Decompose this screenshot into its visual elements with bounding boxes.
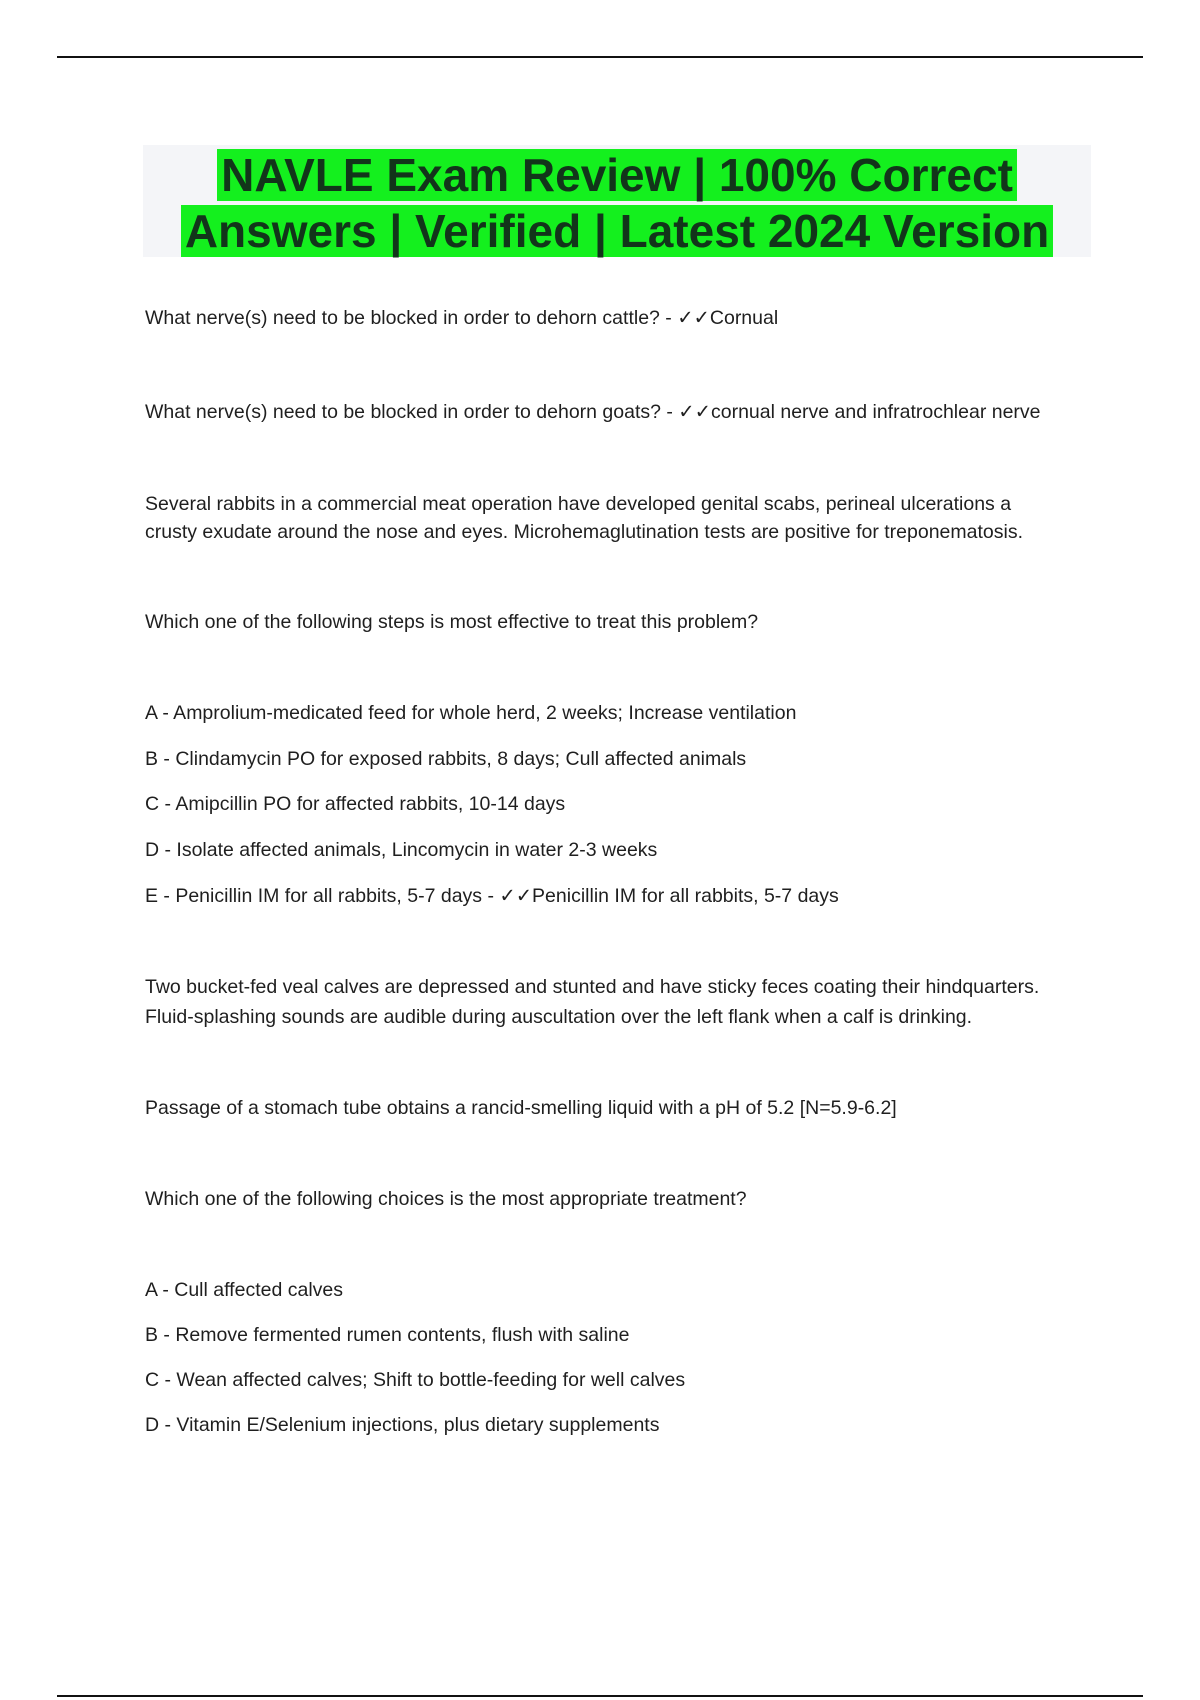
- question-calves-finding: Passage of a stomach tube obtains a rancid-smelling liquid with a pH of 5.2 [N=5.9-6.2]: [145, 1097, 897, 1119]
- footer-rule: [57, 1695, 1143, 1697]
- answer-option-c: C - Wean affected calves; Shift to bottle-feeding for well calves: [145, 1369, 686, 1391]
- question-goat-dehorn: What nerve(s) need to be blocked in order to dehorn goats? - ✓✓cornual nerve and infratrochlear nerve: [145, 401, 1041, 423]
- answer-option-e: E - Penicillin IM for all rabbits, 5-7 days - ✓✓Penicillin IM for all rabbits, 5-7 days: [145, 885, 839, 907]
- answer-option-d: D - Isolate affected animals, Lincomycin in water 2-3 weeks: [145, 839, 658, 861]
- answer-option-a: A - Amprolium-medicated feed for whole herd, 2 weeks; Increase ventilation: [145, 702, 797, 724]
- title-block: [143, 145, 1091, 257]
- document-title: [143, 145, 1091, 259]
- header-rule: [57, 56, 1143, 58]
- answer-option-a: A - Cull affected calves: [145, 1279, 343, 1301]
- answer-option-d: D - Vitamin E/Selenium injections, plus dietary supplements: [145, 1414, 660, 1436]
- question-rabbit-stem-line-2: crusty exudate around the nose and eyes. Microhemaglutination tests are positive for treponematosis.: [145, 521, 1023, 543]
- answer-option-b: B - Clindamycin PO for exposed rabbits, 8 days; Cull affected animals: [145, 748, 747, 770]
- question-cattle-dehorn: What nerve(s) need to be blocked in order to dehorn cattle? - ✓✓Cornual: [145, 307, 779, 329]
- question-rabbit-prompt: Which one of the following steps is most effective to treat this problem?: [145, 611, 759, 633]
- question-rabbit-stem-line-1: Several rabbits in a commercial meat operation have developed genital scabs, perineal ulcerations a: [145, 493, 1012, 515]
- question-calves-prompt: Which one of the following choices is the most appropriate treatment?: [145, 1188, 747, 1210]
- answer-option-c: C - Amipcillin PO for affected rabbits, 10-14 days: [145, 793, 566, 815]
- title-line-2: Answers | Verified | Latest 2024 Version: [181, 205, 1053, 257]
- answer-option-b: B - Remove fermented rumen contents, flush with saline: [145, 1324, 630, 1346]
- question-calves-stem-line-2: Fluid-splashing sounds are audible during auscultation over the left flank when a calf is drinking.: [145, 1006, 973, 1028]
- title-line-1: NAVLE Exam Review | 100% Correct: [217, 149, 1017, 201]
- question-calves-stem-line-1: Two bucket-fed veal calves are depressed and stunted and have sticky feces coating their hindquarters.: [145, 976, 1040, 998]
